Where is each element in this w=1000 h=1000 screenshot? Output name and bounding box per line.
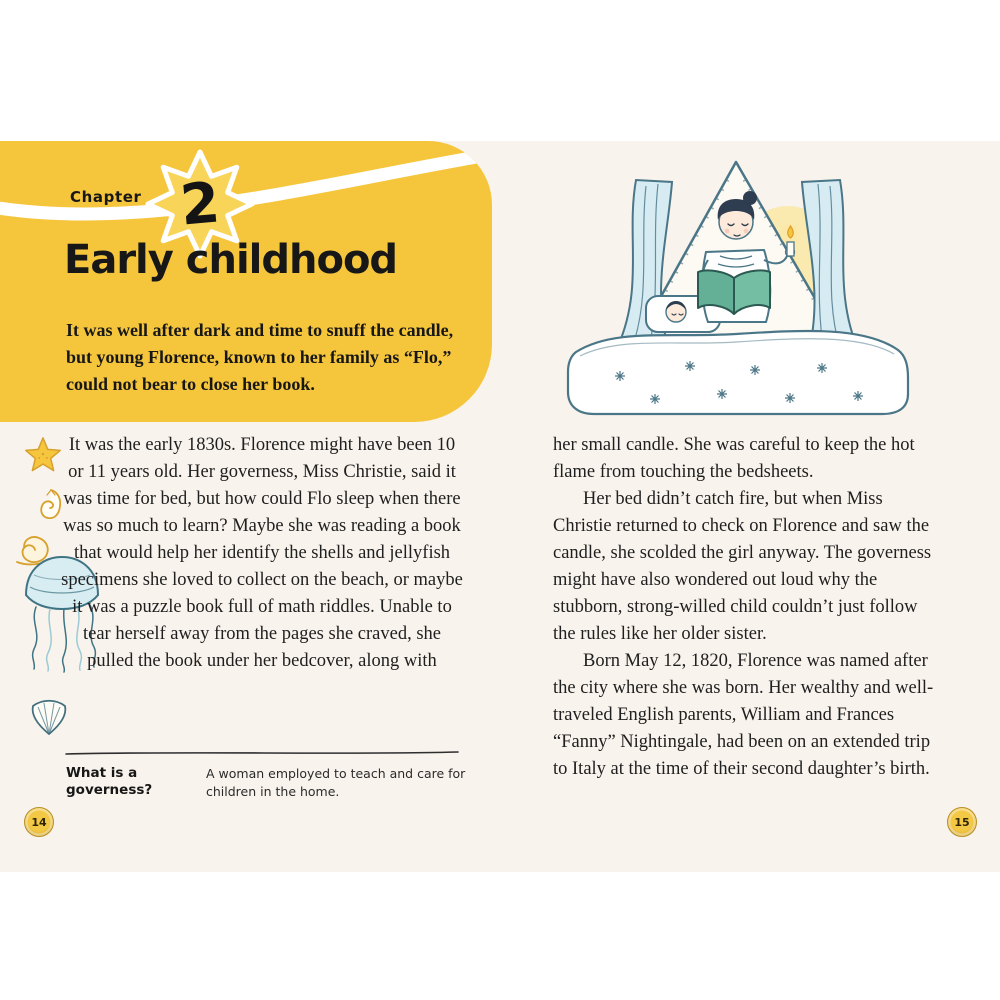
starfish-icon bbox=[24, 437, 62, 475]
glossary-term: What is a governess? bbox=[66, 765, 153, 798]
clam-shell-icon bbox=[26, 697, 72, 737]
page-title: Early childhood bbox=[64, 237, 398, 283]
paragraph: Her bed didn’t catch fire, but when Miss Christie returned to check on Florence and saw the candle, she scolded the girl anyway. The governess might have also wondered out loud why the stubborn, strong-willed child couldn’t just follow the rules like her older sister. bbox=[553, 489, 932, 644]
paragraph: her small candle. She was careful to keep the hot flame from touching the bedsheets. bbox=[553, 435, 915, 482]
bedtime-reading-illustration bbox=[550, 156, 922, 422]
glossary-definition: A woman employed to teach and care for children in the home. bbox=[206, 766, 466, 799]
chapter-header bbox=[0, 141, 492, 422]
left-body-text: It was the early 1830s. Florence might have been 10 or 11 years old. Her governess, Miss Christie, said it was time for bed, but how could Flo sleep when there was so much to learn? Maybe she was reading a book that would help her identify the shells and jellyfish specimens she loved to collect on the beach, or maybe it was a puzzle book full of math riddles. Unable to tear herself away from the pages she craved, she pulled the book under her bedcover, along with bbox=[61, 435, 463, 671]
chapter-number: 2 bbox=[177, 169, 223, 239]
chapter-label: Chapter bbox=[70, 188, 142, 206]
book-spread bbox=[0, 141, 1000, 872]
right-body-text bbox=[553, 432, 943, 783]
page-number-right: 15 bbox=[947, 807, 977, 837]
page-number-left: 14 bbox=[24, 807, 54, 837]
paragraph: Born May 12, 1820, Florence was named after the city where she was born. Her wealthy and well-traveled English parents, William and Frances “Fanny” Nightingale, had been on an extended trip to Italy at the time of their second daughter’s birth. bbox=[553, 651, 934, 779]
glossary-divider bbox=[64, 749, 460, 757]
chapter-intro: It was well after dark and time to snuff the candle, but young Florence, known to her family as “Flo,” could not bear to close her book. bbox=[66, 320, 454, 394]
